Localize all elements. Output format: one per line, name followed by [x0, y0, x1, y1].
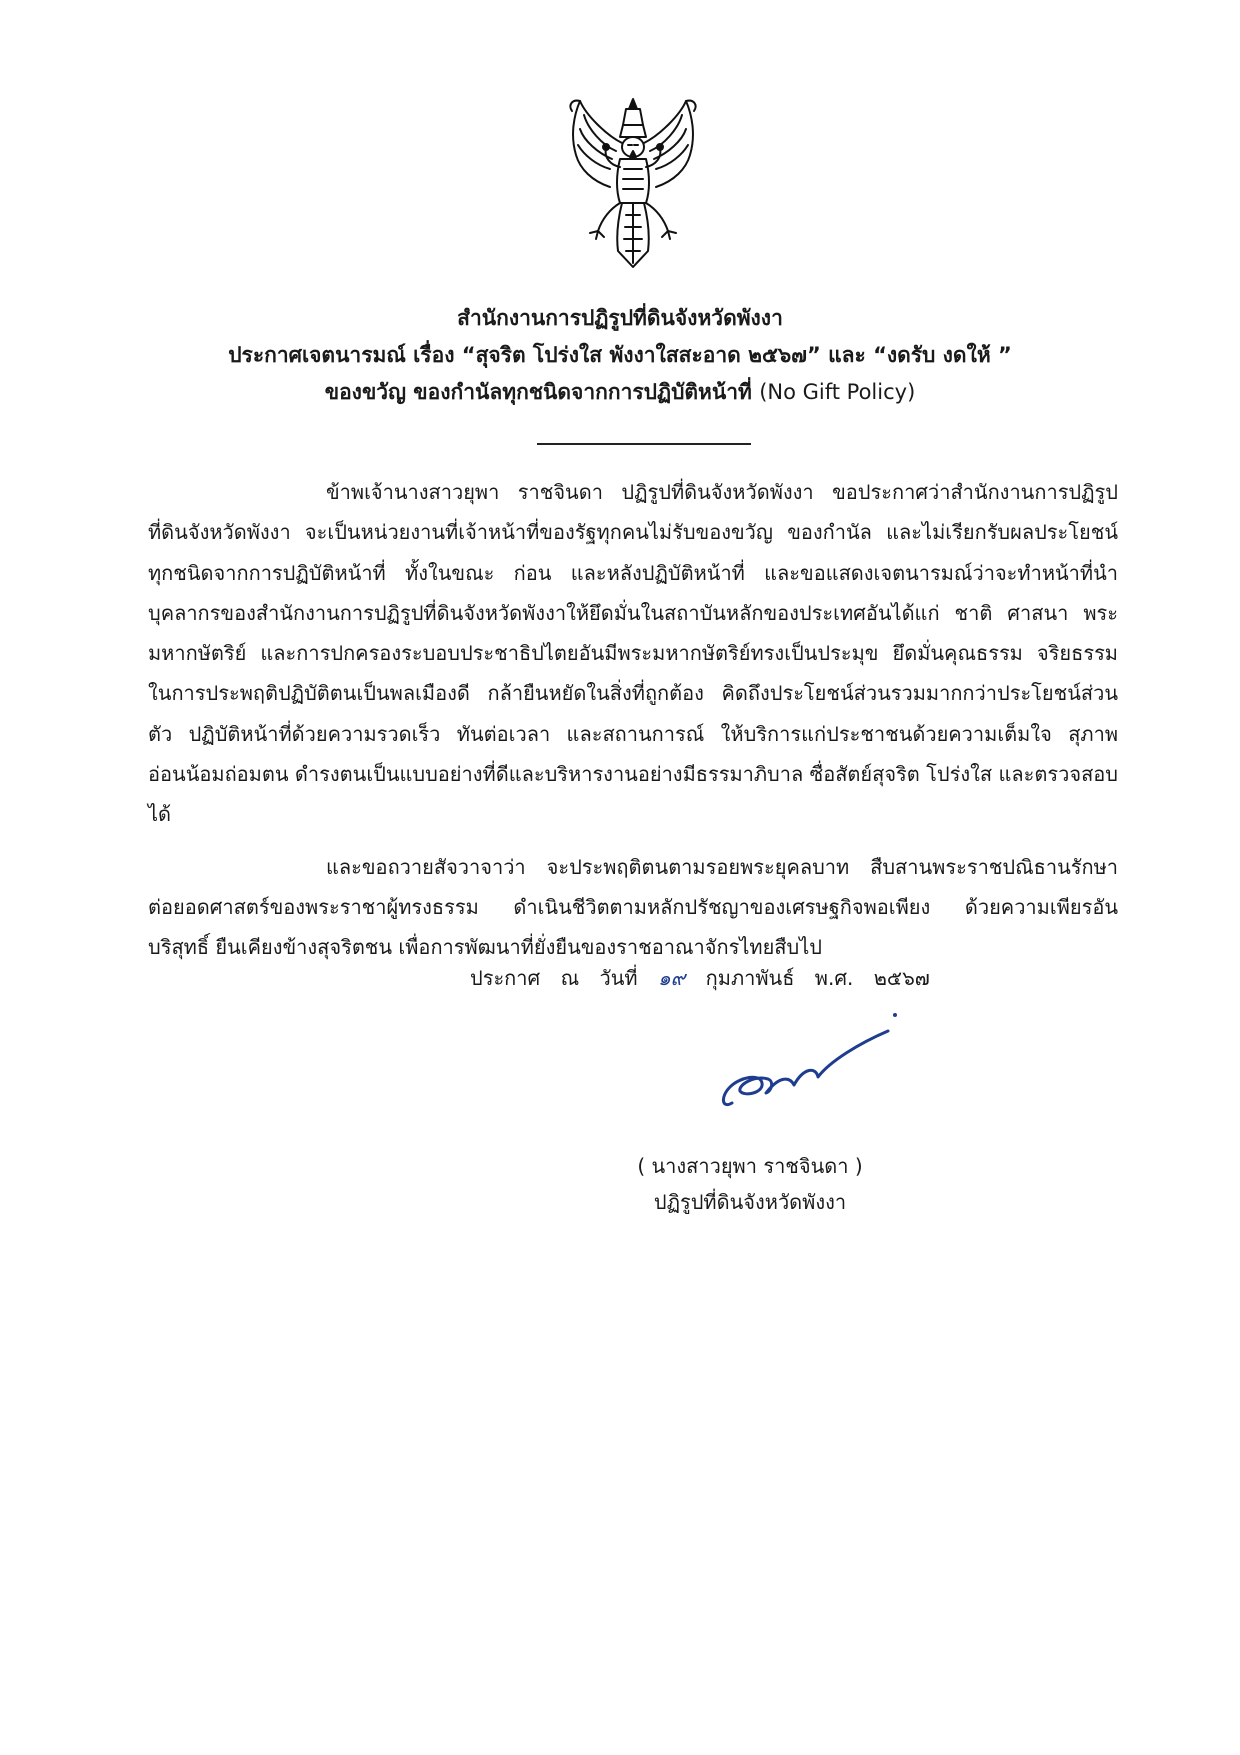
signer-block	[600, 1148, 900, 1220]
date-day: ๑๙	[657, 966, 686, 990]
signer-name: ( นางสาวยุพา ราชจินดา )	[637, 1154, 863, 1178]
announcement-title: ประกาศเจตนารมณ์ เรื่อง “สุจริต โปร่งใส พังงาใสสะอาด ๒๕๖๗” และ “งดรับ งดให้ ”	[228, 343, 1012, 367]
date-era: พ.ศ.	[814, 966, 854, 990]
body-paragraph-2: และขอถวายสัจวาจาว่า จะประพฤติตนตามรอยพระยุคลบาท สืบสานพระราชปณิธานรักษาต่อยอดศาสตร์ของพระราชาผู้ทรงธรรม ดำเนินชีวิตตามหลักปรัชญาของเศรษฐกิจพอเพียง ด้วยความเพียรอันบริสุทธิ์ ยืนเคียงข้างสุจริตชน เพื่อการพัฒนาที่ยั่งยืนของราชอาณาจักรไทยสืบไป	[148, 854, 1118, 960]
body-paragraph-1: ข้าพเจ้านางสาวยุพา ราชจินดา ปฏิรูปที่ดินจังหวัดพังงา ขอประกาศว่าสำนักงานการปฏิรูปที่ดินจังหวัดพังงา จะเป็นหน่วยงานที่เจ้าหน้าที่ของรัฐทุกคนไม่รับของขวัญ ของกำนัล และไม่เรียกรับผลประโยชน์ทุกชนิดจากการปฏิบัติหน้าที่ ทั้งในขณะ ก่อน และหลังปฏิบัติหน้าที่ และขอแสดงเจตนารมณ์ว่าจะทำหน้าที่นำบุคลากรของสำนักงานการปฏิรูปที่ดินจังหวัดพังงาให้ยึดมั่นในสถาบันหลักของประเทศอันได้แก่ ชาติ ศาสนา พระมหากษัตริย์ และการปกครองระบอบประชาธิปไตยอันมีพระมหากษัตริย์ทรงเป็นประมุข ยึดมั่นคุณธรรม จริยธรรมในการประพฤติปฏิบัติตนเป็นพลเมืองดี กล้ายืนหยัดในสิ่งที่ถูกต้อง คิดถึงประโยชน์ส่วนรวมมากกว่าประโยชน์ส่วนตัว ปฏิบัติหน้าที่ด้วยความรวดเร็ว ทันต่อเวลา และสถานการณ์ ให้บริการแก่ประชาชนด้วยความเต็มใจ สุภาพ อ่อนน้อมถ่อมตน ดำรงตนเป็นแบบอย่างที่ดีและบริหารงานอย่างมีธรรมาภิบาล ซื่อสัตย์สุจริต โปร่งใส และตรวจสอบได้	[148, 480, 1118, 827]
announcement-body	[148, 472, 1118, 968]
date-year: ๒๕๖๗	[873, 966, 930, 990]
garuda-emblem-icon	[566, 95, 700, 273]
subtitle-policy: (No Gift Policy)	[759, 380, 916, 404]
date-prefix: ประกาศ	[470, 966, 541, 990]
announcement-subtitle	[150, 374, 1090, 411]
heading-divider	[537, 443, 751, 445]
date-month: กุมภาพันธ์	[705, 966, 795, 990]
handwritten-signature	[720, 1005, 900, 1115]
date-at: ณ	[560, 966, 580, 990]
organization-name: สำนักงานการปฏิรูปที่ดินจังหวัดพังงา	[457, 306, 783, 330]
announcement-date	[470, 962, 944, 994]
signer-position: ปฏิรูปที่ดินจังหวัดพังงา	[653, 1190, 847, 1214]
announcement-heading	[150, 300, 1090, 411]
date-day-label: วันที่	[599, 966, 638, 990]
subtitle-thai: ของขวัญ ของกำนัลทุกชนิดจากการปฏิบัติหน้าที่	[324, 380, 752, 404]
